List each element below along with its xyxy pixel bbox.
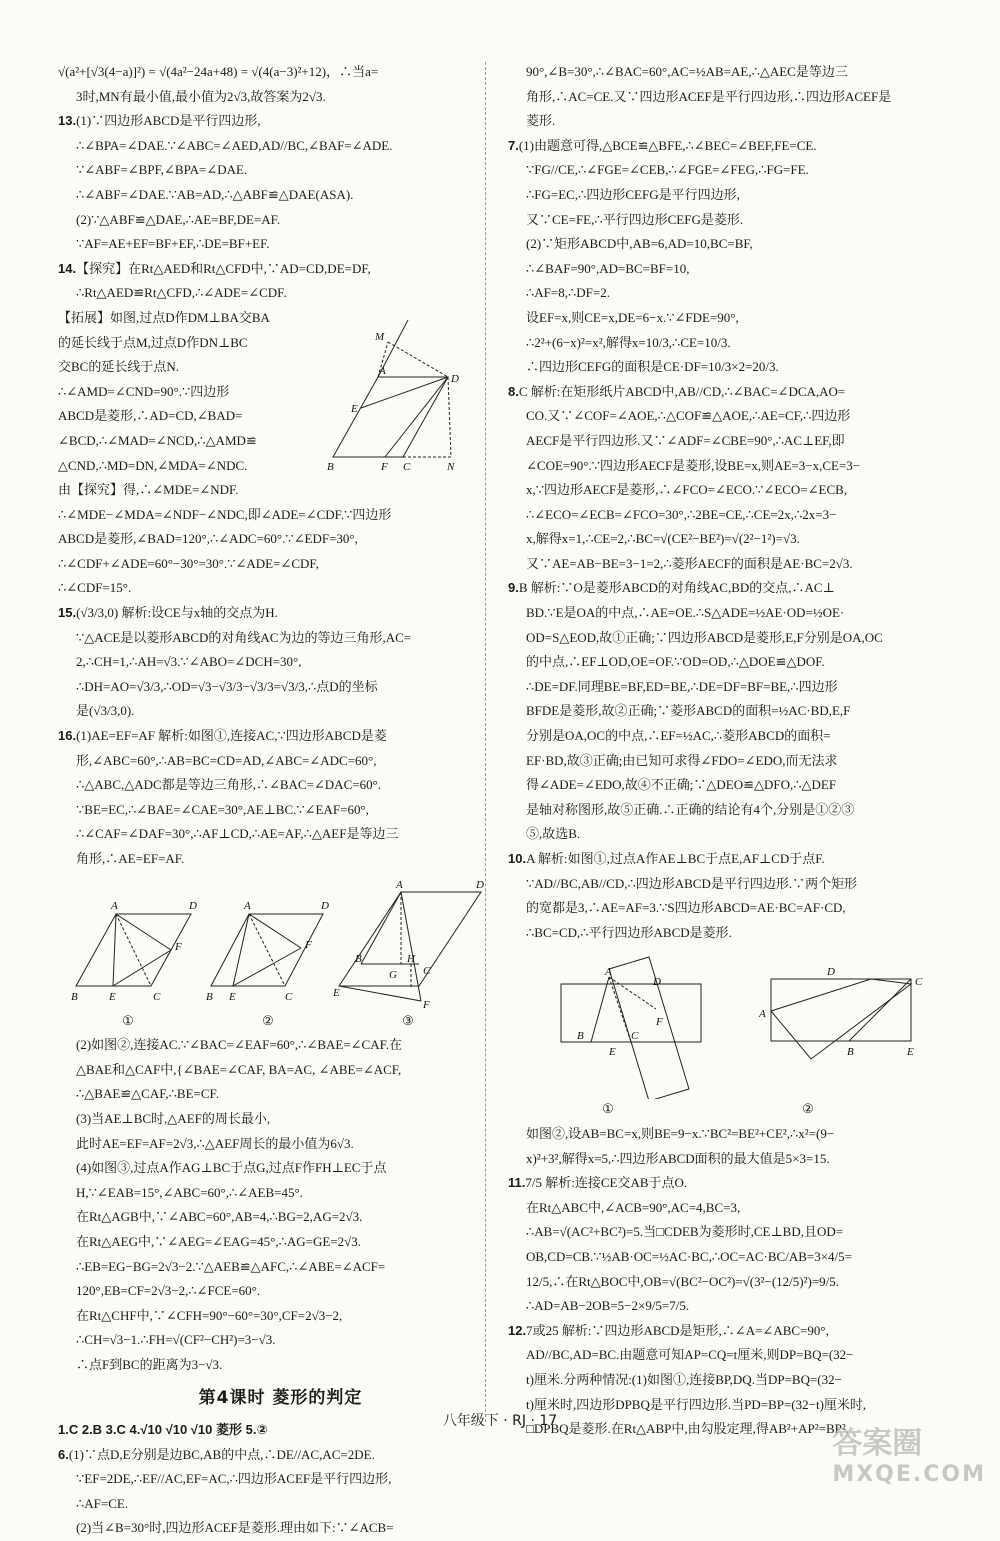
text-line: 菱形. (526, 113, 556, 129)
question-15 (58, 601, 503, 626)
svg-text:G: G (388, 968, 397, 981)
answer-line: 1.C 2.B 3.C 4.√10 √10 √10 菱形 5.② (58, 1422, 268, 1438)
svg-text:D: D (451, 372, 459, 385)
svg-text:M: M (375, 330, 385, 343)
text-line: ⑤,故选B. (526, 826, 581, 842)
svg-text:D: D (826, 966, 835, 979)
question-9 (508, 576, 953, 601)
text-line: ∠COE=90°.∵四边形AECF是菱形,设BE=x,则AE=3−x,CE=3− (526, 457, 861, 473)
question-number: 14. (58, 260, 77, 276)
svg-text:F: F (655, 1016, 663, 1029)
text-line: (2)∵矩形ABCD中,AB=6,AD=10,BC=BF, (526, 236, 753, 252)
text-line: ∴EB=EG−BG=2√3−2.∵△AEB≌△AFC,∴∠ABE=∠ACF= (76, 1258, 386, 1274)
text-line: ∴∠CDF=15°. (58, 580, 132, 596)
question-number: 15. (58, 605, 77, 621)
text-line: ∵EF=2DE,∴EF//AC,EF=AC,∴四边形ACEF是平行四边形, (76, 1471, 392, 1487)
text-line: ∵△ACE是以菱形ABCD的对角线AC为边的等边三角形,AC= (76, 629, 412, 645)
text-line: ∴∠MDE−∠MDA=∠NDF−∠NDC,即∠ADE=∠CDF.∵四边形 (58, 506, 392, 522)
text-line: (3)当AE⊥BC时,△AEF的周长最小, (76, 1110, 271, 1126)
text-line: ∴Rt△AED≌Rt△CFD,∴∠ADE=∠CDF. (76, 285, 287, 301)
text-line: 设EF=x,则CE=x,DE=6−x.∵∠FDE=90°, (526, 309, 739, 325)
text-line: (2)如图②,连接AC.∵∠BAC=∠EAF=60°,∴∠BAE=∠CAF.在 (76, 1037, 403, 1053)
svg-text:D: D (188, 899, 197, 912)
figure-label: ① (602, 1101, 614, 1117)
text-line: ABCD是菱形,∠BAD=120°,∴∠ADC=60°.∵∠EDF=30°, (58, 531, 358, 547)
question-number: 16. (58, 728, 77, 744)
question-16 (58, 724, 503, 749)
question-13 (58, 109, 503, 134)
text-line: □DPBQ是菱形.在Rt△ABP中,由勾股定理,得AB²+AP²=BP², (526, 1421, 850, 1437)
text-line: ∴DH=AO=√3/3,∴OD=√3−√3/3−√3/3=√3/3,∴点D的坐标 (76, 678, 378, 694)
text-line: 的宽都是3,∴AE=AF=3.∵S四边形ABCD=AE·BC=AF·CD, (526, 900, 846, 916)
text-line: ∴△ABC,△ADC都是等边三角形,∴∠BAC=∠DAC=60°. (76, 777, 382, 793)
svg-text:B: B (327, 460, 334, 472)
text-line: 形,∠ABC=60°,∴AB=BC=CD=AD,∠ABC=∠ADC=60°, (76, 752, 377, 768)
text-line: ∴DE=DF.同理BE=BF,ED=BE,∴DE=DF=BF=BE,∴四边形 (526, 678, 838, 694)
svg-text:A: A (379, 364, 386, 377)
svg-text:H: H (406, 952, 415, 965)
text-line: ∴AD=AB−2OB=5−2×9/5=7/5. (526, 1298, 690, 1314)
svg-text:E: E (608, 1046, 616, 1059)
svg-text:C: C (403, 460, 411, 472)
figure-label: ① (122, 1012, 134, 1028)
svg-text:D: D (320, 899, 329, 912)
text-line: 7或25 解析:∵四边形ABCD是矩形,∴∠A=∠ABC=90°, (526, 1322, 829, 1338)
text-line: x)²+3²,解得x=5,∴四边形ABCD面积的最大值是5×3=15. (526, 1150, 830, 1166)
text-line: ∴AF=8,∴DF=2. (526, 285, 610, 301)
text-line: △BAE和△CAF中,{∠BAE=∠CAF, BA=AC, ∠ABE=∠ACF, (76, 1061, 402, 1077)
svg-text:A: A (110, 899, 118, 912)
text-line: ∴2²+(6−x)²=x²,解得x=10/3,∴CE=10/3. (526, 334, 731, 350)
svg-text:F: F (422, 998, 430, 1011)
text-line: ∵BE=EC,∴∠BAE=∠CAE=30°,AE⊥BC.∵∠EAF=60°, (76, 801, 369, 817)
left-column (58, 60, 503, 1541)
text-line: △CND,∴MD=DN,∠MDA=∠NDC. (58, 457, 248, 473)
text-line: ∴∠BAF=90°,AD=BC=BF=10, (526, 260, 690, 276)
text-line: BD.∵E是OA的中点,∴AE=OE.∴S△ADE=½AE·OD=½OE· (526, 605, 845, 621)
text-line: OB,CD=CB.∵½AB·OC=½AC·BC,∴OC=AC·BC/AB=3×4/5= (526, 1248, 852, 1264)
question-14 (58, 257, 503, 282)
svg-text:B: B (846, 1046, 854, 1059)
overlapping-rectangles-figures (531, 949, 931, 1099)
text-line: ∵FG//CE,∴∠FGE=∠CEB,∴∠FGE=∠FEG,∴FG=FE. (526, 162, 809, 178)
text-line: 2,∴CH=1,∴AH=√3.∵∠ABO=∠DCH=30°, (76, 654, 302, 670)
question-number: 11. (508, 1175, 526, 1191)
question-10 (508, 847, 953, 872)
figure-label: ② (262, 1012, 274, 1028)
svg-text:C: C (914, 976, 922, 989)
svg-text:D: D (475, 878, 484, 891)
text-line: 120°,EB=CF=2√3−2,∴∠FCE=60°. (76, 1283, 261, 1299)
text-line: ∴FG=EC,∴四边形CEFG是平行四边形, (526, 186, 740, 202)
text-line: (1)AE=EF=AF 解析:如图①,连接AC,∵四边形ABCD是菱 (76, 728, 387, 744)
text-line: H,∵∠EAB=15°,∠ABC=60°,∴∠AEB=45°. (76, 1184, 303, 1200)
text-line: AD//BC,AD=BC.由题意可知AP=CQ=t厘米,则DP=BQ=(32− (526, 1347, 854, 1363)
text-line: 的延长线于点M,过点D作DN⊥BC (58, 334, 248, 350)
question-number: 10. (508, 851, 527, 866)
svg-text:A: A (758, 1008, 766, 1021)
text-line: 【探究】在Rt△AED和Rt△CFD中,∵AD=CD,DE=DF, (76, 260, 371, 276)
text-line: ∴∠ABF=∠DAE.∵AB=AD,∴△ABF≌△DAE(ASA). (76, 186, 354, 202)
text-line: BFDE是菱形,故②正确;∵菱形ABCD的面积=½AC·BD,E,F (526, 703, 851, 719)
text-line: 是(√3/3,0). (76, 703, 135, 719)
svg-text:A: A (604, 966, 612, 979)
figure-labels (508, 1097, 908, 1122)
text-line: √(a²+[√3(4−a)]²) = √(4a²−24a+48) = √(4(a−3)²+12)，∴当a= (58, 64, 379, 79)
text-line: (4)如图③,过点A作AG⊥BC于点G,过点F作FH⊥EC于点 (76, 1160, 387, 1176)
question-number: 7. (508, 137, 519, 153)
text-line: (2)当∠B=30°时,四边形ACEF是菱形.理由如下:∵∠ACB= (76, 1520, 394, 1536)
svg-text:C: C (422, 964, 430, 977)
text-line: 角形,∴AC=CE.又∵四边形ACEF是平行四边形,∴四边形ACEF是 (526, 88, 892, 104)
text-line: ABCD是菱形,∴AD=CD,∠BAD= (58, 408, 243, 424)
svg-text:D: D (652, 976, 661, 989)
text-line: CO.又∵∠COF=∠AOE,∴△COF≌△AOE,∴AE=CF,∴四边形 (526, 408, 851, 424)
text-line: ∴△BAE≌△CAF,∴BE=CF. (76, 1086, 219, 1102)
text-line: EF·BD,故③正确;由已知可求得∠FDO=∠EDO,而无法求 (526, 752, 838, 768)
watermark-url: MXQE.COM (832, 1462, 986, 1487)
text-line: (1)∵点D,E分别是边BC,AB的中点,∴DE//AC,AC=2DE. (68, 1446, 375, 1462)
text-line: ∴∠ECO=∠ECB=∠FCO=30°,∴2BE=CE,∴CE=2x,∴2x=3− (526, 506, 837, 522)
svg-text:A: A (243, 899, 251, 912)
text-line: (2)∵△ABF≌△DAE,∴AE=BF,DE=AF. (76, 211, 281, 227)
text-line: ∴四边形CEFG的面积是CE·DF=10/3×2=20/3. (526, 359, 779, 375)
text-line: A 解析:如图①,过点A作AE⊥BC于点E,AF⊥CD于点F. (526, 851, 825, 866)
question-6 (58, 1443, 503, 1468)
svg-text:C: C (284, 990, 292, 1003)
svg-text:E: E (906, 1046, 914, 1059)
question-number: 12. (508, 1322, 527, 1338)
text-line: ∠BCD,∴∠MAD=∠NCD,∴△AMD≌ (58, 432, 257, 448)
question-number: 8. (508, 383, 519, 399)
text-line: 7/5 解析:连接CE交AB于点O. (525, 1175, 688, 1191)
text-line: ∴∠AMD=∠CND=90°.∵四边形 (58, 383, 230, 399)
svg-text:C: C (630, 1030, 638, 1043)
question-8 (508, 380, 953, 405)
right-column (508, 60, 953, 1442)
svg-text:F: F (381, 460, 388, 472)
text-line: 角形,∴AE=EF=AF. (76, 851, 185, 866)
text-line: 此时AE=EF=AF=2√3,∴△AEF周长的最小值为6√3. (76, 1135, 354, 1151)
figure-labels (58, 1009, 478, 1034)
text-line: 12/5,∴在Rt△BOC中,OB=√(BC²−OC²)=√(3²−(12/5)²)=9/5. (526, 1273, 840, 1289)
question-number: 13. (58, 113, 77, 129)
text-line: ∴∠CDF+∠ADE=60°−30°=30°.∵∠ADE=∠CDF, (58, 555, 319, 571)
page-footer: 八年级下 · RJ · 17 (442, 1413, 558, 1429)
text-line: ∵∠ABF=∠BPF,∠BPA=∠DAE. (76, 162, 248, 178)
text-line: 是轴对称图形,故⑤正确.∴正确的结论有4个,分别是①②③ (526, 801, 855, 817)
question-number: 9. (508, 580, 519, 596)
text-line: ∴BC=CD,∴平行四边形ABCD是菱形. (526, 924, 732, 940)
svg-text:F: F (174, 940, 182, 953)
text-line: ∴CH=√3−1.∴FH=√(CF²−CH²)=3−√3. (76, 1332, 276, 1348)
text-line: 3时,MN有最小值,最小值为2√3,故答案为2√3. (76, 88, 326, 104)
text-line: 如图②,设AB=BC=x,则BE=9−x.∵BC²=BE²+CE²,∴x²=(9− (526, 1125, 835, 1141)
text-line: 在Rt△AEG中,∵∠AEG=∠EAG=45°,∴AG=GE=2√3. (76, 1233, 362, 1249)
text-line: ∵AF=AE+EF=BF+EF,∴DE=BF+EF. (76, 236, 270, 252)
question-number: 6. (58, 1446, 69, 1462)
text-line: 在Rt△CHF中,∵∠CFH=90°−60°=30°,CF=2√3−2, (76, 1307, 343, 1323)
text-line: (1)由题意可得,△BCE≌△BFE,∴∠BEC=∠BEF,FE=CE. (518, 137, 817, 153)
svg-text:F: F (304, 938, 312, 951)
text-line: ∴∠BPA=∠DAE.∵∠ABC=∠AED,AD//BC,∠BAF=∠ADE. (76, 137, 393, 153)
svg-text:C: C (152, 990, 160, 1003)
text-line: 的中点,∴EF⊥OD,OE=OF.∵OD=OD,∴△DOE≌△DOF. (526, 654, 825, 670)
section-heading: 第4课时 菱形的判定 (198, 1387, 363, 1408)
text-line: 90°,∠B=30°,∴∠BAC=60°,AC=½AB=AE,∴△AEC是等边三 (526, 64, 848, 79)
svg-text:E: E (228, 990, 236, 1003)
question-7 (508, 134, 953, 159)
expand-section (58, 306, 503, 503)
question-12 (508, 1319, 953, 1344)
svg-text:B: B (576, 1030, 584, 1043)
text-line: AECF是平行四边形.又∵∠ADF=∠CBE=90°,∴AC⊥EF,即 (526, 432, 845, 448)
svg-text:E: E (351, 402, 358, 415)
text-line: t)厘米.分两种情况:(1)如图①,连接BP,DQ.当DP=BQ=(32− (526, 1371, 842, 1387)
text-line: 又∵AE=AB−BE=3−1=2,∴菱形AECF的面积是AE·BC=2√3. (526, 555, 853, 571)
text-line: 交BC的延长线于点N. (58, 359, 179, 375)
text-line: x,解得x=1,∴CE=2,∴BC=√(CE²−BE²)=√(2²−1²)=√3. (526, 531, 800, 547)
text-line: B 解析:∵O是菱形ABCD的对角线AC,BD的交点,∴AC⊥ (518, 580, 835, 596)
text-line: 由【探究】得,∴∠MDE=∠NDF. (58, 482, 239, 498)
svg-text:B: B (354, 952, 362, 965)
text-line: ∴点F到BC的距离为3−√3. (76, 1356, 223, 1372)
text-line: 得∠ADE=∠EDO,故④不正确;∵△DEO≌△DFO,∴△DEF (526, 777, 837, 793)
figure-label: ② (802, 1101, 814, 1117)
text-line: (1)∵四边形ABCD是平行四边形, (76, 113, 261, 129)
text-line: 分别是OA,OC的中点,∴EF=½AC,∴菱形ABCD的面积= (526, 728, 831, 744)
text-line: ∴AF=CE. (76, 1495, 129, 1511)
text-line: ∴∠CAF=∠DAF=30°,∴AF⊥CD,∴AE=AF,∴△AEF是等边三 (76, 826, 399, 842)
rhombus-figure (323, 312, 473, 472)
text-line: 在Rt△AGB中,∵∠ABC=60°,AB=4,∴BG=2,AG=2√3. (76, 1209, 363, 1225)
watermark-text: 答案圈 (832, 1426, 923, 1461)
svg-text:A: A (395, 878, 403, 891)
text-line: 在Rt△ABC中,∠ACB=90°,AC=4,BC=3, (526, 1199, 741, 1215)
svg-text:E: E (332, 986, 340, 999)
text-line: OD=S△EOD,故①正确;∵四边形ABCD是菱形,E,F分别是OA,OC (526, 629, 883, 645)
text-line: (√3/3,0) 解析:设CE与x轴的交点为H. (76, 605, 278, 621)
text-line: 又∵CE=FE,∴平行四边形CEFG是菱形. (526, 211, 744, 227)
watermark-logo (832, 1418, 986, 1487)
figure-label: ③ (402, 1012, 414, 1028)
svg-text:E: E (108, 990, 116, 1003)
text-line: 【拓展】如图,过点D作DM⊥BA交BA (58, 309, 270, 325)
svg-text:B: B (70, 990, 78, 1003)
text-line: t)厘米时,四边形DPBQ是平行四边形.当PD=BP=(32−t)厘米时, (526, 1396, 867, 1412)
text-line: C 解析:在矩形纸片ABCD中,AB//CD,∴∠BAC=∠DCA,AO= (518, 383, 846, 399)
text-line: ∴AB=√(AC²+BC²)=5.当□CDEB为菱形时,CE⊥BD,且OD= (526, 1224, 844, 1240)
text-line: x,∵四边形AECF是菱形,∴∠FCO=∠ECO.∵∠ECO=∠ECB, (526, 482, 848, 498)
svg-text:N: N (447, 460, 455, 472)
three-rhombus-figures (71, 876, 491, 1011)
text-line: ∵AD//BC,AB//CD,∴四边形ABCD是平行四边形.∵两个矩形 (526, 875, 858, 891)
question-11 (508, 1171, 953, 1196)
svg-text:B: B (205, 990, 213, 1003)
